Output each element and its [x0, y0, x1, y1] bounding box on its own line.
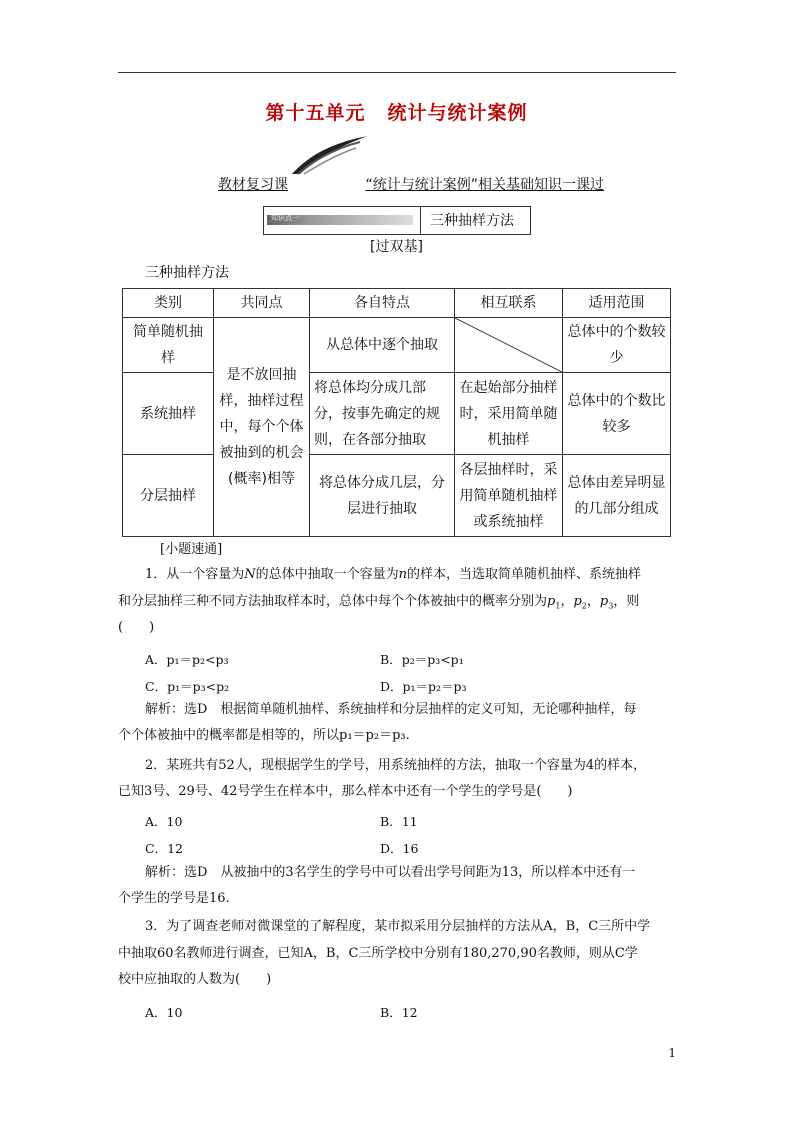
q3-option-b: B．12 [380, 1005, 418, 1020]
q3-line-3: 校中应抽取的人数为( ) [118, 972, 272, 987]
table-header-row [123, 289, 671, 318]
lesson-type: 教材复习课 [218, 177, 288, 193]
q1-option-d: D．p₁＝p₂＝p₃ [380, 679, 467, 694]
table-cell: 在起始部分抽样时，采用简单随机抽样 [455, 373, 563, 455]
knowledge-tag-label: 知识点一 [271, 214, 299, 222]
table-row [123, 373, 671, 455]
q1-analysis-2: 个个体被抽中的概率都是相等的，所以p₁＝p₂＝p₃. [118, 728, 410, 743]
knowledge-tag [267, 215, 413, 225]
q2-analysis-2: 个学生的学号是16. [118, 891, 230, 906]
page-title [0, 98, 793, 125]
section-title: 三种抽样方法 [145, 265, 229, 281]
table-cell-empty [455, 318, 563, 373]
table-cell: 总体由差异明显的几部分组成 [563, 455, 671, 537]
q1-blank: ( ) [118, 620, 155, 635]
q1-option-b: B．p₂＝p₃<p₁ [380, 652, 464, 667]
table-cell: 将总体分成几层，分层进行抽取 [310, 455, 455, 537]
table-cell: 从总体中逐个抽取 [310, 318, 455, 373]
table-row [123, 318, 671, 373]
table-header: 类别 [123, 289, 214, 318]
q1-line-1: 1．从一个容量为N的总体中抽取一个容量为n的样本，当选取简单随机抽样、系统抽样 [145, 567, 642, 582]
knowledge-name: 三种抽样方法 [430, 213, 514, 229]
lesson-banner [218, 132, 604, 198]
table-header: 共同点 [214, 289, 310, 318]
table-header: 适用范围 [563, 289, 671, 318]
lesson-subtitle: “统计与统计案例”相关基础知识一课过 [365, 177, 604, 193]
swoosh-icon [290, 134, 370, 176]
table-cell: 各层抽样时，采用简单随机抽样或系统抽样 [455, 455, 563, 537]
q1-analysis-1: 解析：选D 根据简单随机抽样、系统抽样和分层抽样的定义可知，无论哪种抽样，每 [145, 702, 637, 717]
table-header: 相互联系 [455, 289, 563, 318]
table-cell: 系统抽样 [123, 373, 214, 455]
q1-option-c: C．p₁＝p₃<p₂ [145, 679, 230, 694]
q3-line-2: 中抽取60名教师进行调查，已知A，B，C三所学校中分别有180,270,90名教师，则从C学 [118, 946, 638, 961]
q1-option-a: A．p₁＝p₂<p₃ [145, 652, 229, 667]
q2-option-a: A．10 [145, 814, 183, 829]
q2-analysis-1: 解析：选D 从被抽中的3名学生的学号中可以看出学号间距为13，所以样本中还有一 [145, 865, 636, 880]
table-header: 各自特点 [310, 289, 455, 318]
q3-line-1: 3．为了调查老师对微课堂的了解程度，某市拟采用分层抽样的方法从A，B，C三所中学 [145, 919, 651, 934]
table-cell: 总体中的个数较少 [563, 318, 671, 373]
table-cell: 简单随机抽样 [123, 318, 214, 373]
knowledge-box [263, 206, 531, 235]
sampling-table [122, 288, 671, 537]
q2-line-1: 2．某班共有52人，现根据学生的学号，用系统抽样的方法，抽取一个容量为4的样本， [145, 758, 647, 773]
q2-option-d: D．16 [380, 841, 419, 856]
q3-option-a: A．10 [145, 1005, 183, 1020]
q2-option-c: C．12 [145, 841, 183, 856]
title-unit: 第十五单元 [265, 102, 366, 124]
page-number: 1 [668, 1046, 676, 1060]
subheading: [过双基] [370, 239, 423, 255]
header-rule [118, 72, 676, 73]
table-cell: 将总体均分成几部分，按事先确定的规则，在各部分抽取 [310, 373, 455, 455]
quick-practice-label: [小题速通] [160, 542, 223, 557]
q2-option-b: B．11 [380, 814, 418, 829]
q2-line-2: 已知3号、29号、42号学生在样本中，那么样本中还有一个学生的学号是( ) [118, 784, 573, 799]
title-topic: 统计与统计案例 [387, 102, 528, 124]
table-cell: 分层抽样 [123, 455, 214, 537]
table-row [123, 455, 671, 537]
diagonal-line [455, 318, 562, 372]
q1-line-2: 和分层抽样三种不同方法抽取样本时，总体中每个个体被抽中的概率分别为$p_1$，$p_2$，$p_3$，则 [118, 594, 640, 611]
table-cell: 总体中的个数比较多 [563, 373, 671, 455]
table-cell-common: 是不放回抽样，抽样过程中，每个个体被抽到的机会(概率)相等 [214, 318, 310, 537]
